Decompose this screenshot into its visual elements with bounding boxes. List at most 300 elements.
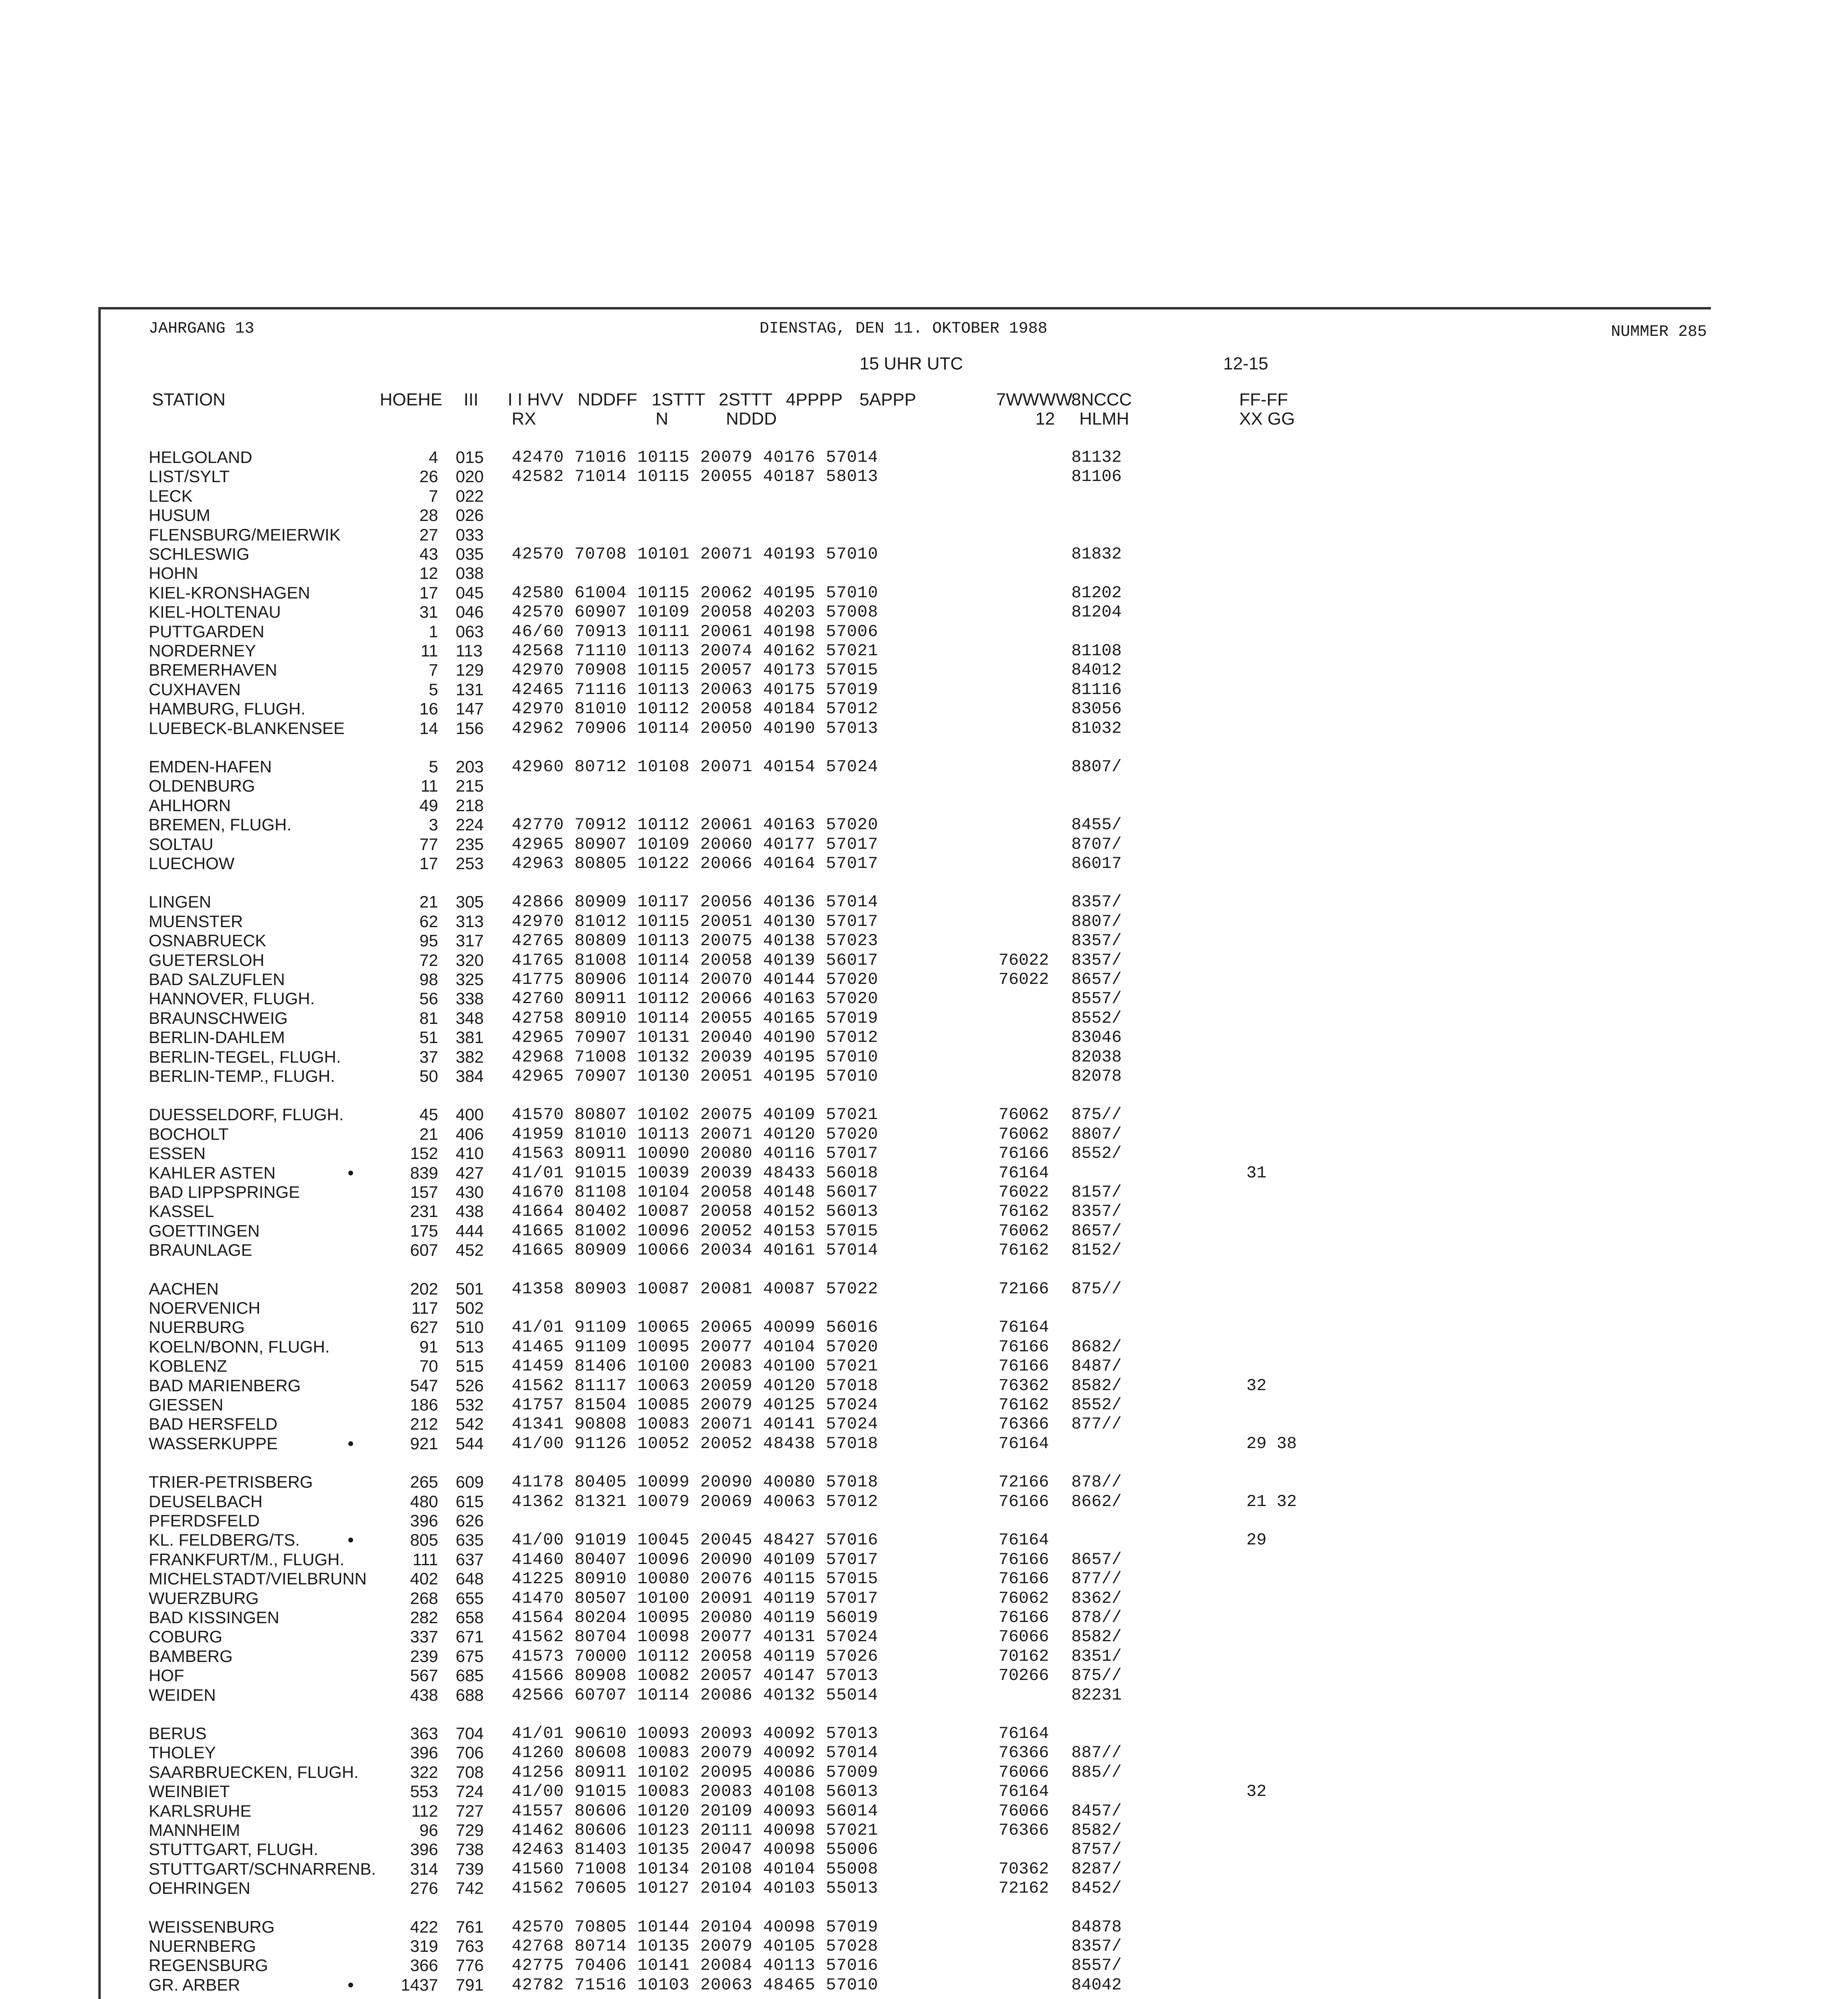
station-id: 708	[456, 1762, 484, 1782]
station-hoehe: 322	[410, 1762, 438, 1782]
station-name: LUECHOW	[149, 854, 235, 873]
table-row	[0, 1859, 1848, 1879]
station-name: OLDENBURG	[149, 776, 255, 796]
synop-groups: 46/60 70913 10111 20061 40198 57006	[512, 622, 879, 641]
synop-groups: 42465 71116 10113 20063 40175 57019	[512, 680, 879, 699]
weather-group: 76166	[999, 1144, 1049, 1163]
synop-groups: 42970 70908 10115 20057 40173 57015	[512, 660, 879, 680]
synop-groups: 41/00 91019 10045 20045 48427 57016	[512, 1530, 879, 1550]
weather-group: 76162	[999, 1202, 1049, 1221]
table-row	[0, 1821, 1848, 1840]
table-row	[0, 660, 1848, 680]
station-id: 406	[456, 1124, 484, 1143]
table-row	[0, 1917, 1848, 1937]
cloud-group: 887//	[1071, 1743, 1122, 1763]
cloud-group: 8807/	[1071, 1124, 1122, 1144]
table-row	[0, 1221, 1848, 1241]
station-id: 400	[456, 1105, 484, 1124]
table-row	[0, 1318, 1848, 1337]
date-label: DIENSTAG, DEN 11. OKTOBER 1988	[760, 320, 1048, 338]
synop-groups: 42765 80809 10113 20075 40138 57023	[512, 931, 879, 951]
synop-groups: 42760 80911 10112 20066 40163 57020	[512, 989, 879, 1009]
synop-groups: 42582 71014 10115 20055 40187 58013	[512, 467, 879, 487]
mountain-marker: •	[348, 1163, 354, 1182]
station-name: REGENSBURG	[149, 1956, 268, 1975]
station-hoehe: 98	[419, 970, 438, 989]
table-row	[0, 564, 1848, 583]
station-name: HUSUM	[149, 506, 210, 525]
cloud-group: 83046	[1071, 1028, 1122, 1047]
weather-group: 76022	[999, 950, 1049, 970]
station-name: NOERVENICH	[149, 1299, 261, 1317]
weather-group: 76066	[999, 1627, 1049, 1647]
table-row	[0, 1434, 1848, 1453]
synop-groups: 41260 80608 10083 20079 40092 57014	[512, 1743, 879, 1763]
cloud-group: 8357/	[1071, 892, 1122, 912]
table-row	[0, 1125, 1848, 1144]
table-row	[0, 1530, 1848, 1550]
cloud-group: 885//	[1071, 1762, 1122, 1782]
station-id: 739	[456, 1859, 484, 1878]
cloud-group: 8362/	[1071, 1588, 1122, 1608]
table-row	[0, 1724, 1848, 1743]
station-hoehe: 112	[411, 1801, 438, 1820]
issue-number: NUMMER 285	[1611, 323, 1707, 341]
synop-groups: 41664 80402 10087 20058 40152 56013	[512, 1202, 879, 1221]
station-name: WUERZBURG	[149, 1588, 259, 1608]
station-hoehe: 43	[419, 545, 438, 563]
cloud-group: 8657/	[1071, 970, 1122, 989]
station-name: KIEL-HOLTENAU	[149, 602, 281, 622]
station-id: 224	[456, 815, 484, 834]
synop-groups: 42968 71008 10132 20039 40195 57010	[512, 1047, 879, 1067]
station-id: 688	[456, 1685, 484, 1704]
table-row	[0, 1067, 1848, 1086]
synop-groups: 41562 81117 10063 20059 40120 57018	[512, 1376, 879, 1395]
station-hoehe: 3	[429, 815, 438, 834]
cloud-group: 8357/	[1071, 950, 1122, 970]
synop-groups: 42568 71110 10113 20074 40162 57021	[512, 641, 879, 660]
cloud-group: 8682/	[1071, 1337, 1122, 1357]
station-id: 215	[456, 776, 484, 796]
weather-group: 72162	[999, 1879, 1049, 1898]
station-hoehe: 480	[410, 1492, 438, 1511]
col-rx: RX	[512, 409, 536, 429]
station-hoehe: 37	[419, 1047, 438, 1066]
station-hoehe: 96	[419, 1821, 438, 1839]
col-station: STATION	[152, 390, 226, 409]
synop-groups: 41460 80407 10096 20090 40109 57017	[512, 1550, 879, 1569]
station-id: 671	[456, 1627, 484, 1646]
table-row	[0, 1686, 1848, 1705]
synop-groups: 41462 80606 10123 20111 40098 57021	[512, 1821, 879, 1840]
station-hoehe: 21	[419, 1124, 438, 1143]
station-id: 063	[456, 622, 484, 641]
station-id: 033	[456, 525, 484, 544]
cloud-group: 81832	[1071, 545, 1122, 564]
station-hoehe: 49	[419, 796, 438, 815]
station-name: DUESSELDORF, FLUGH.	[149, 1105, 344, 1124]
station-name: CUXHAVEN	[149, 680, 241, 699]
cloud-group: 8657/	[1071, 1550, 1122, 1569]
station-id: 147	[456, 699, 484, 718]
cloud-group: 8357/	[1071, 1202, 1122, 1221]
station-name: BOCHOLT	[149, 1124, 229, 1143]
cloud-group: 875//	[1071, 1279, 1122, 1299]
station-hoehe: 337	[410, 1627, 438, 1646]
cloud-group: 84878	[1071, 1917, 1122, 1937]
station-id: 045	[456, 583, 484, 602]
table-row	[0, 1105, 1848, 1124]
table-row	[0, 1357, 1848, 1376]
station-hoehe: 7	[429, 486, 438, 505]
synop-groups: 41562 70605 10127 20104 40103 55013	[512, 1879, 879, 1898]
synop-groups: 42866 80909 10117 20056 40136 57014	[512, 892, 879, 912]
cloud-group: 8657/	[1071, 1221, 1122, 1241]
station-name: NUERNBERG	[149, 1937, 256, 1955]
mountain-marker: •	[348, 1434, 354, 1453]
table-row	[0, 757, 1848, 776]
station-hoehe: 16	[419, 699, 438, 718]
station-hoehe: 553	[410, 1782, 438, 1801]
table-row	[0, 1763, 1848, 1782]
station-hoehe: 402	[410, 1569, 438, 1588]
weather-group: 76166	[999, 1608, 1049, 1627]
station-name: MANNHEIM	[149, 1821, 240, 1839]
station-name: BAD HERSFELD	[149, 1414, 278, 1434]
station-id: 015	[456, 448, 484, 467]
station-id: 131	[456, 680, 484, 699]
station-name: BREMEN, FLUGH.	[149, 815, 292, 834]
station-name: BAD SALZUFLEN	[149, 970, 285, 989]
weather-group: 76362	[999, 1376, 1049, 1395]
cloud-group: 8157/	[1071, 1183, 1122, 1202]
station-hoehe: 239	[410, 1646, 438, 1666]
station-hoehe: 5	[429, 757, 438, 776]
station-hoehe: 396	[410, 1743, 438, 1762]
station-hoehe: 607	[410, 1241, 438, 1260]
synop-groups: 41/01 90610 10093 20093 40092 57013	[512, 1724, 879, 1743]
station-hoehe: 5	[429, 680, 438, 699]
cloud-group: 84012	[1071, 660, 1122, 680]
synop-groups: 42580 61004 10115 20062 40195 57010	[512, 583, 879, 602]
table-row	[0, 1975, 1848, 1995]
cloud-group: 81116	[1071, 680, 1122, 699]
synop-groups: 42570 70708 10101 20071 40193 57010	[512, 545, 879, 564]
station-id: 038	[456, 564, 484, 583]
station-name: LINGEN	[149, 892, 211, 912]
table-row	[0, 1550, 1848, 1569]
table-row	[0, 699, 1848, 718]
table-row	[0, 1492, 1848, 1511]
synop-groups: 42775 70406 10141 20084 40113 57016	[512, 1956, 879, 1975]
station-id: 763	[456, 1937, 484, 1955]
cloud-group: 81106	[1071, 467, 1122, 487]
table-row	[0, 912, 1848, 931]
station-id: 325	[456, 970, 484, 989]
table-row	[0, 448, 1848, 467]
station-id: 513	[456, 1337, 484, 1356]
station-id: 129	[456, 660, 484, 680]
weather-group: 76162	[999, 1395, 1049, 1414]
cloud-group: 81108	[1071, 641, 1122, 660]
cloud-group: 86017	[1071, 854, 1122, 873]
station-id: 218	[456, 796, 484, 815]
station-name: OEHRINGEN	[149, 1879, 251, 1898]
table-row	[0, 1743, 1848, 1762]
station-name: KIEL-KRONSHAGEN	[149, 583, 310, 602]
weather-group: 72166	[999, 1472, 1049, 1492]
table-row	[0, 1589, 1848, 1608]
col-nddd: NDDD	[726, 409, 777, 429]
weather-group: 70362	[999, 1859, 1049, 1879]
col-hvv: I I HVV	[508, 390, 564, 409]
synop-groups: 42970 81012 10115 20051 40130 57017	[512, 912, 879, 931]
cloud-group: 81204	[1071, 602, 1122, 622]
weather-group: 76066	[999, 1762, 1049, 1782]
station-hoehe: 17	[419, 854, 438, 873]
cloud-group: 8662/	[1071, 1492, 1122, 1511]
table-row	[0, 525, 1848, 545]
station-id: 156	[456, 718, 484, 738]
synop-groups: 41570 80807 10102 20075 40109 57021	[512, 1105, 879, 1125]
weather-group: 76366	[999, 1414, 1049, 1434]
synop-groups: 42463 81403 10135 20047 40098 55006	[512, 1840, 879, 1859]
synop-groups: 42758 80910 10114 20055 40165 57019	[512, 1008, 879, 1028]
table-row	[0, 641, 1848, 660]
table-row	[0, 1956, 1848, 1975]
cloud-group: 8557/	[1071, 1956, 1122, 1975]
synop-groups: 41/00 91015 10083 20083 40108 56013	[512, 1782, 879, 1801]
synop-groups: 41470 80507 10100 20091 40119 57017	[512, 1588, 879, 1608]
station-hoehe: 12	[419, 564, 438, 583]
station-id: 113	[456, 641, 482, 660]
station-name: BRAUNLAGE	[149, 1241, 253, 1260]
synop-groups: 42965 80907 10109 20060 40177 57017	[512, 834, 879, 854]
station-hoehe: 805	[410, 1530, 438, 1550]
station-name: BERLIN-DAHLEM	[149, 1028, 285, 1047]
station-id: 542	[456, 1414, 484, 1434]
cloud-group: 8707/	[1071, 834, 1122, 854]
synop-groups: 42768 80714 10135 20079 40105 57028	[512, 1937, 879, 1956]
station-id: 515	[456, 1357, 484, 1376]
station-hoehe: 186	[410, 1395, 438, 1414]
station-hoehe: 314	[410, 1859, 438, 1878]
station-name: BAD MARIENBERG	[149, 1376, 301, 1395]
station-id: 046	[456, 602, 484, 622]
table-row	[0, 602, 1848, 622]
station-name: FRANKFURT/M., FLUGH.	[149, 1550, 345, 1569]
station-id: 675	[456, 1646, 484, 1666]
station-hoehe: 282	[410, 1608, 438, 1627]
cloud-group: 875//	[1071, 1105, 1122, 1125]
table-row	[0, 892, 1848, 912]
cloud-group: 8582/	[1071, 1627, 1122, 1647]
col-4pppp: 4PPPP	[786, 390, 843, 409]
station-name: GIESSEN	[149, 1395, 223, 1414]
col-n: N	[656, 409, 668, 429]
station-hoehe: 117	[411, 1299, 438, 1317]
station-id: 452	[456, 1241, 484, 1260]
synop-groups: 42782 71516 10103 20063 48465 57010	[512, 1975, 879, 1995]
station-hoehe: 17	[419, 583, 438, 602]
station-hoehe: 91	[419, 1337, 438, 1356]
station-name: LIST/SYLT	[149, 467, 230, 486]
cloud-group: 8582/	[1071, 1821, 1122, 1840]
table-row	[0, 1047, 1848, 1067]
table-row	[0, 1028, 1848, 1047]
station-name: PUTTGARDEN	[149, 622, 265, 641]
station-hoehe: 438	[410, 1685, 438, 1704]
station-hoehe: 627	[410, 1318, 438, 1337]
station-hoehe: 1437	[401, 1975, 438, 1994]
synop-groups: 42965 70907 10131 20040 40190 57012	[512, 1028, 879, 1047]
weather-group: 76166	[999, 1492, 1049, 1511]
col-1sttt: 1STTT	[652, 390, 706, 409]
station-name: OSNABRUECK	[149, 931, 267, 950]
station-hoehe: 26	[419, 467, 438, 486]
cloud-group: 8455/	[1071, 815, 1122, 835]
station-name: LUEBECK-BLANKENSEE	[149, 718, 345, 738]
cloud-group: 878//	[1071, 1608, 1122, 1627]
synop-groups: 42770 70912 10112 20061 40163 57020	[512, 815, 879, 835]
table-row	[0, 1183, 1848, 1202]
table-row	[0, 776, 1848, 796]
station-id: 438	[456, 1202, 484, 1221]
table-row	[0, 1376, 1848, 1395]
station-id: 626	[456, 1511, 484, 1530]
station-hoehe: 175	[410, 1221, 438, 1240]
synop-groups: 41358 80903 10087 20081 40087 57022	[512, 1279, 879, 1299]
table-row	[0, 1569, 1848, 1588]
station-hoehe: 363	[410, 1724, 438, 1743]
station-name: STUTTGART/SCHNARRENB.	[149, 1859, 376, 1878]
station-name: COBURG	[149, 1627, 223, 1646]
station-hoehe: 157	[410, 1183, 438, 1201]
weather-group: 76062	[999, 1221, 1049, 1241]
station-name: HELGOLAND	[149, 448, 253, 467]
weather-group: 76062	[999, 1105, 1049, 1125]
station-id: 791	[456, 1975, 484, 1994]
synop-groups: 41670 81108 10104 20058 40148 56017	[512, 1183, 879, 1202]
station-id: 381	[456, 1028, 484, 1047]
station-hoehe: 81	[419, 1008, 438, 1027]
station-name: THOLEY	[149, 1743, 216, 1762]
cloud-group: 8807/	[1071, 912, 1122, 931]
weather-group: 70266	[999, 1666, 1049, 1686]
station-hoehe: 21	[419, 892, 438, 912]
synop-groups: 41665 80909 10066 20034 40161 57014	[512, 1241, 879, 1260]
station-name: SCHLESWIG	[149, 545, 250, 563]
gust-group: 29 38	[1246, 1434, 1297, 1453]
cloud-group: 8552/	[1071, 1008, 1122, 1028]
table-row	[0, 1395, 1848, 1414]
station-hoehe: 4	[429, 448, 438, 467]
station-id: 430	[456, 1183, 484, 1201]
station-hoehe: 14	[419, 718, 438, 738]
table-row	[0, 970, 1848, 989]
station-hoehe: 319	[410, 1937, 438, 1955]
weather-group: 76164	[999, 1530, 1049, 1550]
station-id: 532	[456, 1395, 484, 1414]
col-nddff: NDDFF	[578, 390, 638, 409]
synop-groups: 41959 81010 10113 20071 40120 57020	[512, 1124, 879, 1144]
table-row	[0, 1472, 1848, 1492]
station-name: HAMBURG, FLUGH.	[149, 699, 306, 718]
station-name: AACHEN	[149, 1279, 219, 1298]
station-name: ESSEN	[149, 1144, 206, 1163]
station-id: 444	[456, 1221, 484, 1240]
cloud-group: 8582/	[1071, 1376, 1122, 1395]
weather-group: 76022	[999, 970, 1049, 989]
table-row	[0, 583, 1848, 602]
station-name: HOHN	[149, 564, 198, 583]
station-id: 502	[456, 1299, 484, 1317]
col-hoehe: HOEHE	[380, 390, 443, 409]
station-id: 501	[456, 1279, 484, 1298]
table-row	[0, 1627, 1848, 1646]
table-row	[0, 680, 1848, 699]
station-hoehe: 839	[410, 1163, 438, 1182]
station-id: 317	[456, 931, 484, 950]
cloud-group: 877//	[1071, 1414, 1122, 1434]
station-id: 609	[456, 1472, 484, 1492]
station-name: BAD LIPPSPRINGE	[149, 1183, 300, 1201]
weather-group: 76166	[999, 1569, 1049, 1589]
station-hoehe: 202	[410, 1279, 438, 1298]
station-id: 526	[456, 1376, 484, 1395]
station-id: 235	[456, 834, 484, 854]
col-iii: III	[464, 390, 478, 409]
station-hoehe: 31	[419, 602, 438, 622]
station-id: 203	[456, 757, 484, 776]
station-hoehe: 7	[429, 660, 438, 680]
station-id: 022	[456, 486, 484, 505]
synop-groups: 41256 80911 10102 20095 40086 57009	[512, 1762, 879, 1782]
synop-groups: 42470 71016 10115 20079 40176 57014	[512, 448, 879, 467]
synop-groups: 41465 91109 10095 20077 40104 57020	[512, 1337, 879, 1357]
col-5appp: 5APPP	[859, 390, 916, 409]
station-id: 035	[456, 545, 484, 563]
synop-groups: 41566 80908 10082 20057 40147 57013	[512, 1666, 879, 1686]
synop-groups: 41341 90808 10083 20071 40141 57024	[512, 1414, 879, 1434]
weather-group: 76162	[999, 1241, 1049, 1260]
synop-groups: 41757 81504 10085 20079 40125 57024	[512, 1395, 879, 1414]
station-hoehe: 1	[429, 622, 438, 641]
station-hoehe: 265	[410, 1472, 438, 1492]
cloud-group: 878//	[1071, 1472, 1122, 1492]
table-row	[0, 796, 1848, 815]
col-2sttt: 2STTT	[719, 390, 773, 409]
table-row	[0, 1511, 1848, 1530]
cloud-group: 877//	[1071, 1569, 1122, 1589]
station-name: MUENSTER	[149, 912, 243, 931]
table-row	[0, 1144, 1848, 1163]
station-hoehe: 921	[410, 1434, 438, 1453]
weather-group: 76164	[999, 1724, 1049, 1743]
weather-group: 76066	[999, 1801, 1049, 1821]
table-row	[0, 506, 1848, 525]
synop-groups: 41/01 91015 10039 20039 48433 56018	[512, 1163, 879, 1183]
station-id: 382	[456, 1047, 484, 1066]
table-row	[0, 1009, 1848, 1028]
col-12: 12	[1035, 409, 1055, 429]
station-id: 685	[456, 1666, 484, 1685]
station-hoehe: 268	[410, 1588, 438, 1608]
table-row	[0, 1414, 1848, 1434]
weather-group: 76164	[999, 1163, 1049, 1183]
col-8nccc: 8NCCC	[1071, 390, 1132, 409]
